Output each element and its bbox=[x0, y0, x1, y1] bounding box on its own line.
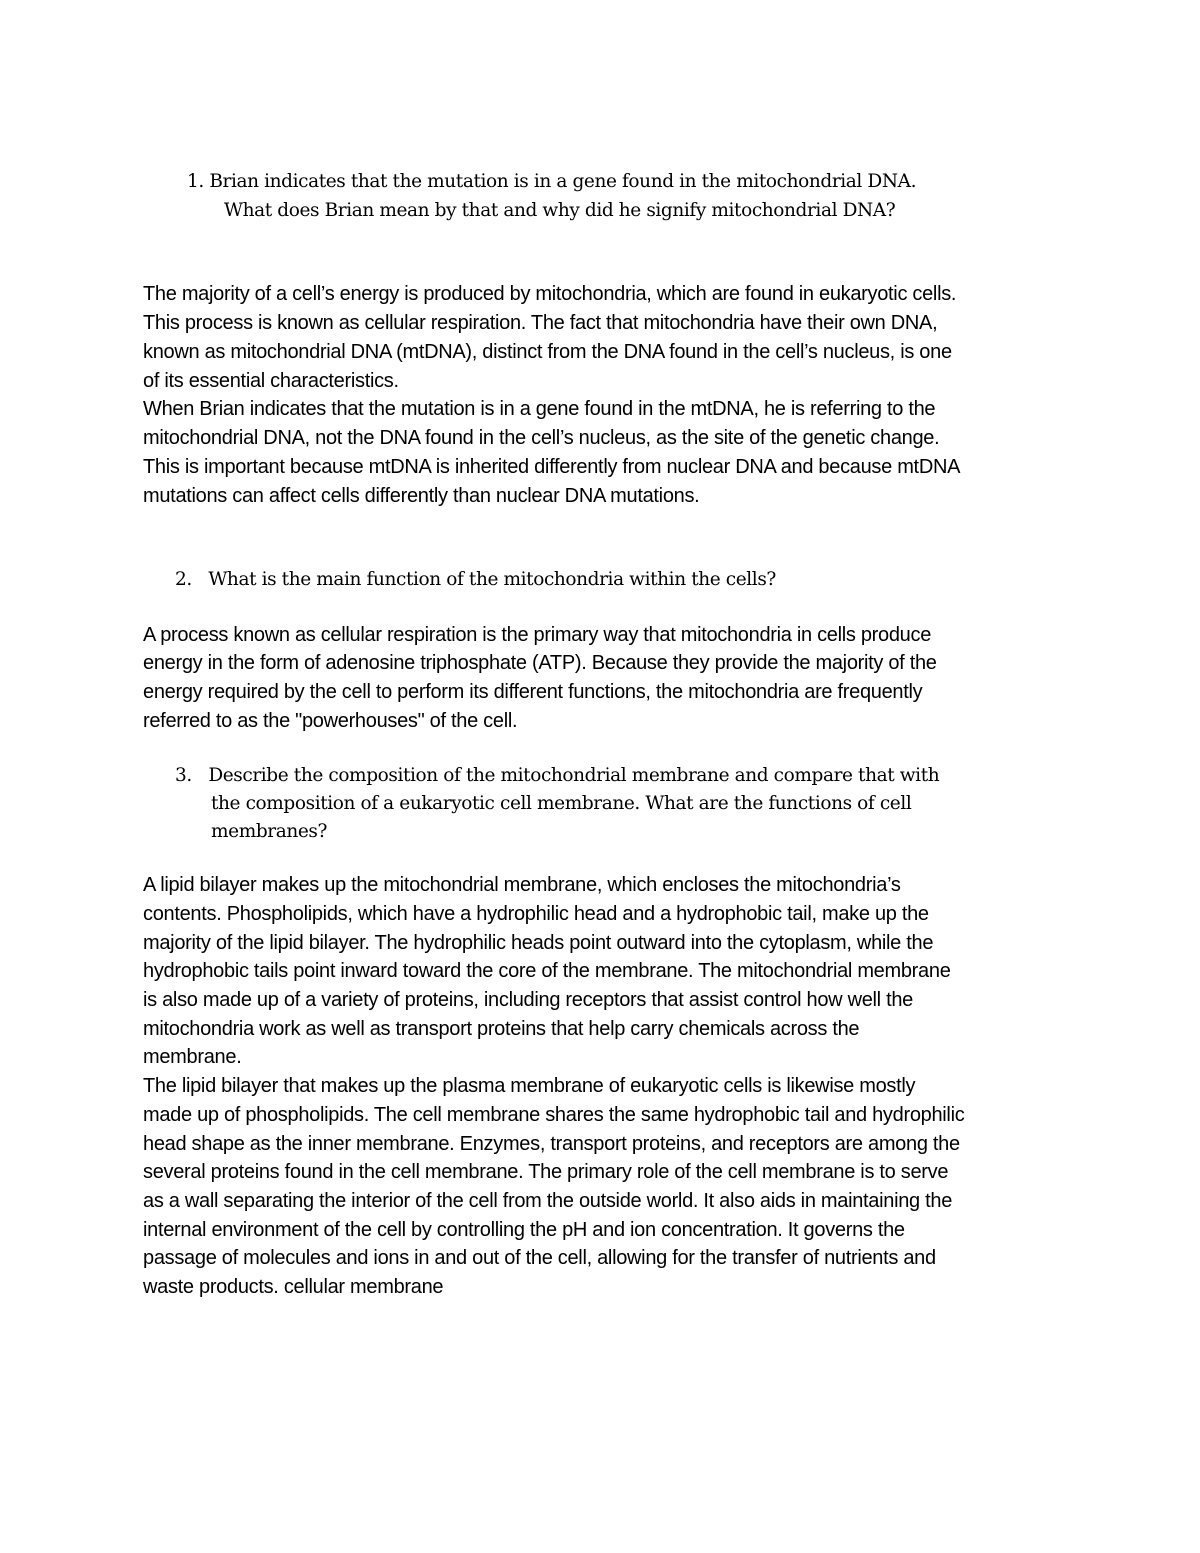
answer-1-line: When Brian indicates that the mutation is in a gene found in the mtDNA, he is referring to the bbox=[143, 398, 936, 420]
answer-1-line: known as mitochondrial DNA (mtDNA), distinct from the DNA found in the cell’s nucleus, is one bbox=[143, 341, 952, 363]
question-2-number: 2. bbox=[175, 569, 192, 590]
answer-1-line: mitochondrial DNA, not the DNA found in the cell’s nucleus, as the site of the genetic change. bbox=[143, 427, 940, 449]
answer-3-line: as a wall separating the interior of the cell from the outside world. It also aids in maintaining the bbox=[143, 1190, 953, 1212]
answer-3-line: is also made up of a variety of proteins, including receptors that assist control how well the bbox=[143, 989, 913, 1011]
answer-2-line: referred to as the "powerhouses" of the cell. bbox=[143, 710, 518, 732]
answer-2-line: energy required by the cell to perform its different functions, the mitochondria are frequently bbox=[143, 681, 923, 703]
answer-1-line: mutations can affect cells differently than nuclear DNA mutations. bbox=[143, 485, 700, 507]
answer-1-line: The majority of a cell’s energy is produced by mitochondria, which are found in eukaryotic cells. bbox=[143, 283, 957, 305]
answer-3-line: A lipid bilayer makes up the mitochondrial membrane, which encloses the mitochondria’s bbox=[143, 874, 901, 896]
question-3-number: 3. bbox=[175, 765, 192, 786]
answer-3-line: membrane. bbox=[143, 1046, 242, 1068]
answer-3-line: The lipid bilayer that makes up the plasma membrane of eukaryotic cells is likewise mostly bbox=[143, 1075, 916, 1097]
answer-3-line: passage of molecules and ions in and out of the cell, allowing for the transfer of nutrients and bbox=[143, 1247, 936, 1269]
question-3-text: Describe the composition of the mitochondrial membrane and compare that with bbox=[208, 765, 940, 786]
answer-1-line: This is important because mtDNA is inherited differently from nuclear DNA and because mtDNA bbox=[143, 456, 961, 478]
answer-1-line: of its essential characteristics. bbox=[143, 370, 399, 392]
answer-3-line: made up of phospholipids. The cell membrane shares the same hydrophobic tail and hydrophilic bbox=[143, 1104, 965, 1126]
answer-3-line: head shape as the inner membrane. Enzymes, transport proteins, and receptors are among the bbox=[143, 1133, 960, 1155]
answer-3-line: mitochondria work as well as transport proteins that help carry chemicals across the bbox=[143, 1018, 860, 1040]
question-1-number: 1. bbox=[187, 171, 204, 192]
question-1-line-2: What does Brian mean by that and why did he signify mitochondrial DNA? bbox=[224, 200, 896, 221]
answer-1-line: This process is known as cellular respiration. The fact that mitochondria have their own DNA, bbox=[143, 312, 938, 334]
question-3-line-1 bbox=[175, 765, 939, 786]
question-2-text: What is the main function of the mitochondria within the cells? bbox=[208, 569, 776, 590]
answer-2-line: A process known as cellular respiration is the primary way that mitochondria in cells produce bbox=[143, 624, 932, 646]
answer-3-line: several proteins found in the cell membrane. The primary role of the cell membrane is to serve bbox=[143, 1161, 949, 1183]
question-3-line-3: membranes? bbox=[211, 821, 328, 842]
question-1-line-1 bbox=[187, 171, 916, 192]
answer-3-line: contents. Phospholipids, which have a hydrophilic head and a hydrophobic tail, make up the bbox=[143, 903, 929, 925]
answer-2-line: energy in the form of adenosine triphosphate (ATP). Because they provide the majority of the bbox=[143, 652, 937, 674]
answer-3-line: hydrophobic tails point inward toward the core of the membrane. The mitochondrial membrane bbox=[143, 960, 951, 982]
answer-3-line: internal environment of the cell by controlling the pH and ion concentration. It governs the bbox=[143, 1219, 905, 1241]
answer-3-line: majority of the lipid bilayer. The hydrophilic heads point outward into the cytoplasm, while the bbox=[143, 932, 934, 954]
question-2 bbox=[175, 569, 776, 590]
answer-3-line: waste products. cellular membrane bbox=[143, 1276, 444, 1298]
question-1-text: Brian indicates that the mutation is in a gene found in the mitochondrial DNA. bbox=[209, 171, 917, 192]
question-3-line-2: the composition of a eukaryotic cell membrane. What are the functions of cell bbox=[211, 793, 912, 814]
